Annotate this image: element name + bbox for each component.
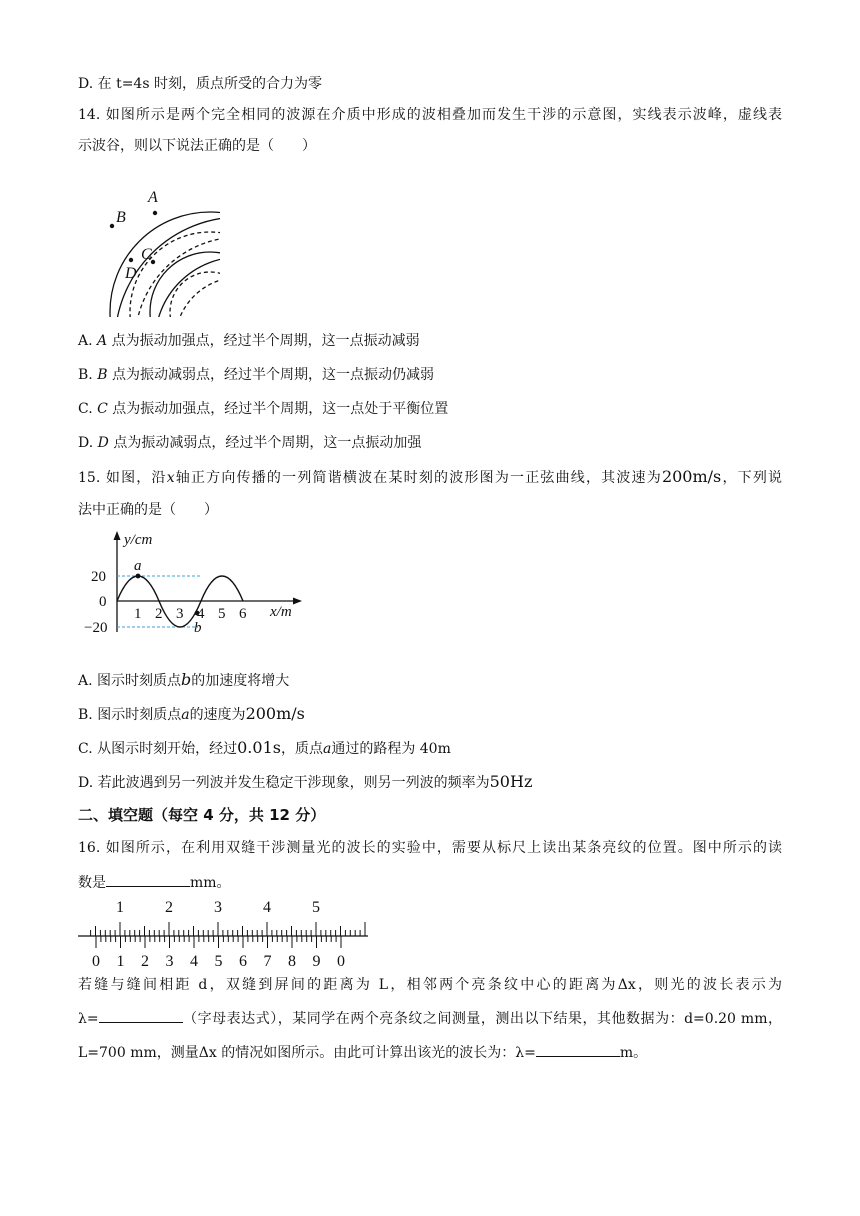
q14-option-a: A. A 点为振动加强点，经过半个周期，这一点振动减弱 bbox=[78, 333, 420, 349]
q15-option-c: C. 从图示时刻开始，经过0.01s，质点a通过的路程为 40m bbox=[78, 738, 451, 757]
vernier-label: 3 bbox=[165, 953, 174, 970]
q14-interference-figure bbox=[85, 182, 220, 317]
x-tick-4: 4 bbox=[197, 606, 205, 622]
q14-option-d: D. D 点为振动减弱点，经过半个周期，这一点振动加强 bbox=[78, 435, 422, 451]
x-axis-label: x/m bbox=[270, 604, 292, 620]
x-tick-5: 5 bbox=[218, 606, 226, 622]
q15-option-d: D. 若此波遇到另一列波并发生稳定干涉现象，则另一列波的频率为50Hz bbox=[78, 772, 533, 791]
vernier-label: 6 bbox=[239, 953, 247, 970]
q16-line1: 16. 如图所示，在利用双缝干涉测量光的波长的实验中，需要从标尺上读出某条亮纹的位置。图中所示的读 bbox=[78, 840, 782, 856]
main-scale-label: 4 bbox=[263, 899, 271, 916]
q16-line4: λ= （字母表达式），某同学在两个亮条纹之间测量，测出以下结果，其他数据为：d=0.20 mm， bbox=[78, 1008, 782, 1029]
q15-option-b: B. 图示时刻质点a的速度为200m/s bbox=[78, 704, 305, 723]
q16-line2: 数是 mm。 bbox=[78, 872, 231, 893]
y-tick-20: 20 bbox=[91, 569, 106, 585]
y-tick-neg20: −20 bbox=[84, 620, 108, 636]
q13-option-d: D. 在 t=4s 时刻，质点所受的合力为零 bbox=[78, 76, 322, 92]
main-scale-label: 1 bbox=[116, 899, 124, 916]
answer-blank-wavelength[interactable] bbox=[536, 1042, 620, 1057]
x-tick-6: 6 bbox=[239, 606, 247, 622]
point-a-label: a bbox=[134, 558, 142, 574]
x-tick-1: 1 bbox=[134, 606, 142, 622]
vernier-label: 2 bbox=[141, 953, 149, 970]
vernier-label: 0 bbox=[337, 953, 345, 970]
section-title: 二、填空题（每空 4 分，共 12 分） bbox=[78, 806, 326, 824]
point-b-label: b bbox=[194, 620, 202, 636]
q15-option-a: A. 图示时刻质点b的加速度将增大 bbox=[78, 670, 290, 689]
answer-blank-reading[interactable] bbox=[106, 872, 190, 887]
x-axis-arrow bbox=[293, 598, 302, 605]
main-scale-label: 2 bbox=[165, 899, 173, 916]
vernier-label: 8 bbox=[288, 953, 296, 970]
x-tick-2: 2 bbox=[155, 606, 163, 622]
crest-arc bbox=[155, 257, 220, 317]
vernier-label: 7 bbox=[263, 953, 272, 970]
q15-wave-graph bbox=[80, 528, 310, 640]
q14-stem-line1: 14. 如图所示是两个完全相同的波源在介质中形成的波相叠加而发生干涉的示意图，实线表示波峰，虚线表 bbox=[78, 107, 782, 123]
answer-blank-formula[interactable] bbox=[99, 1008, 183, 1023]
label-a: A bbox=[148, 189, 158, 206]
trough-arc bbox=[170, 272, 220, 317]
x-tick-3: 3 bbox=[176, 606, 184, 622]
label-d: D bbox=[125, 265, 137, 282]
point-d-dot bbox=[129, 258, 133, 262]
vernier-label: 4 bbox=[190, 953, 198, 970]
q14-option-b: B. B 点为振动减弱点，经过半个周期，这一点振动仍减弱 bbox=[78, 367, 434, 383]
q15-stem-line1: 15. 如图，沿x轴正方向传播的一列简谐横波在某时刻的波形图为一正弦曲线，其波速为200m/s，下列说 bbox=[78, 467, 783, 486]
label-c: C bbox=[141, 246, 152, 263]
vernier-label: 5 bbox=[214, 953, 223, 970]
q14-option-c: C. C 点为振动加强点，经过半个周期，这一点处于平衡位置 bbox=[78, 401, 449, 417]
vernier-label: 0 bbox=[92, 953, 100, 970]
point-a-dot bbox=[153, 211, 157, 215]
main-scale-label: 5 bbox=[312, 899, 320, 916]
vernier-label: 9 bbox=[312, 953, 321, 970]
q14-stem-line2: 示波谷，则以下说法正确的是（ ） bbox=[78, 138, 316, 154]
trough-arc bbox=[130, 232, 220, 317]
main-scale-label: 3 bbox=[214, 899, 222, 916]
q15-stem-line2: 法中正确的是（ ） bbox=[78, 502, 218, 518]
y-axis-label: y/cm bbox=[124, 532, 153, 548]
vernier-label: 1 bbox=[116, 953, 125, 970]
vernier-ruler bbox=[76, 894, 376, 972]
point-b-dot bbox=[110, 224, 114, 228]
y-tick-0: 0 bbox=[99, 594, 107, 610]
q16-line5: L=700 mm，测量Δx 的情况如图所示。由此可计算出该光的波长为：λ= m。 bbox=[78, 1042, 647, 1063]
y-axis-arrow bbox=[114, 531, 121, 540]
label-b: B bbox=[116, 209, 126, 226]
point-a-dot bbox=[136, 574, 141, 579]
q16-line3: 若缝与缝间相距 d，双缝到屏间的距离为 L，相邻两个亮条纹中心的距离为Δx，则光的波长表示为 bbox=[78, 977, 782, 993]
